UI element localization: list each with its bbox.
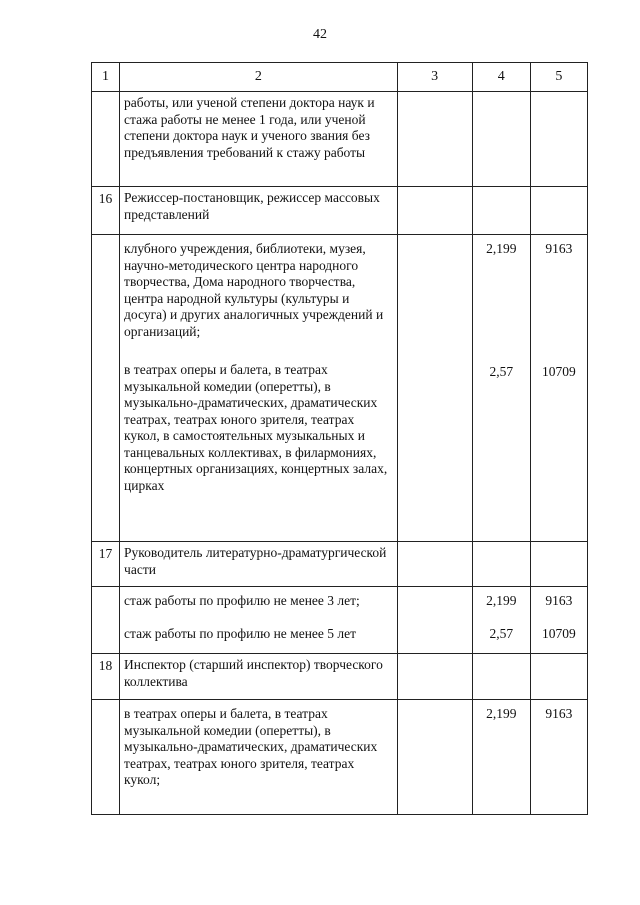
header-col-4: 4: [472, 63, 530, 92]
coefficient-value: 2,199: [486, 241, 517, 256]
position-variant-text: клубного учреждения, библиотеки, музея, научно-методического центра народного творчества, Дома народного творчества, центра народной культуры (культуры и досуга) и других аналогичных учреждений и организаций;: [124, 241, 384, 339]
coefficient-value: 2,57: [489, 363, 514, 379]
row-number: 16: [92, 187, 120, 235]
table-row: [92, 654, 588, 700]
coefficient-value: 2,57: [489, 625, 514, 641]
table-row: [92, 235, 588, 542]
header-col-2: 2: [120, 63, 398, 92]
salary-table: [91, 62, 588, 815]
table-row: [92, 92, 588, 187]
salary-value: 10709: [542, 363, 576, 379]
table-row: [92, 700, 588, 815]
row-number: 17: [92, 542, 120, 587]
coefficient-value: 2,199: [486, 593, 517, 608]
header-col-1: 1: [92, 63, 120, 92]
table-row: [92, 587, 588, 654]
table-row: [92, 187, 588, 235]
position-variant-text: в театрах оперы и балета, в театрах музыкальной комедии (оперетты), в музыкально-драматических, драматических театрах, театрах юного зрителя, театрах кукол, в самостоятельных музыкальных и танцевальных коллективах, в филармониях, концертных организациях, концертных залах, цирках: [124, 362, 388, 493]
salary-value: 10709: [542, 625, 576, 641]
position-title: Режиссер-постановщик, режиссер массовых представлений: [120, 187, 398, 235]
table-row: [92, 542, 588, 587]
page-number: 42: [313, 27, 327, 42]
coefficient-value: 2,199: [472, 700, 530, 815]
position-title: Инспектор (старший инспектор) творческого коллектива: [120, 654, 398, 700]
position-variant-text: стаж работы по профилю не менее 3 лет;: [124, 593, 360, 608]
header-col-5: 5: [530, 63, 587, 92]
position-variant-text: в театрах оперы и балета, в театрах музыкальной комедии (оперетты), в музыкально-драматических, драматических театрах, театрах юного зрителя, театрах кукол;: [120, 700, 398, 815]
salary-value: 9163: [545, 241, 573, 256]
table-header-row: [92, 63, 588, 92]
position-variant-text: стаж работы по профилю не менее 5 лет: [124, 625, 357, 641]
row-continuation-text: работы, или ученой степени доктора наук и стажа работы не менее 1 года, или ученой степени доктора наук и ученого звания без предъявления требований к стажу работы: [120, 92, 398, 187]
position-title: Руководитель литературно-драматургической части: [120, 542, 398, 587]
row-number: 18: [92, 654, 120, 700]
salary-value: 9163: [545, 593, 573, 608]
header-col-3: 3: [397, 63, 472, 92]
salary-value: 9163: [530, 700, 587, 815]
